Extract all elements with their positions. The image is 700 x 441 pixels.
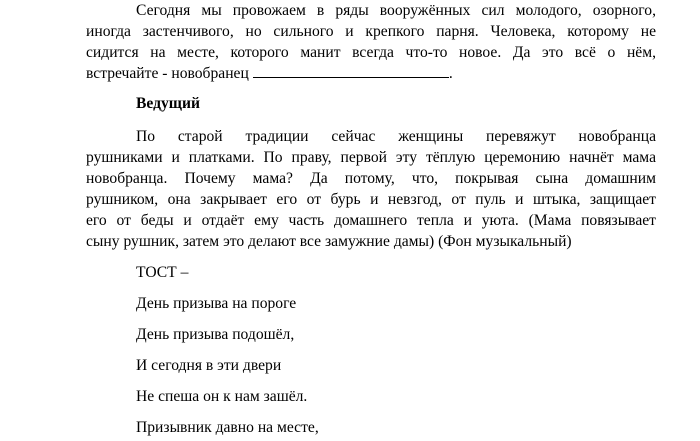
sentence-end: . bbox=[448, 65, 453, 82]
poem-line: День призыва на пороге bbox=[136, 295, 297, 312]
toast-label: ТОСТ – bbox=[136, 264, 189, 281]
poem-line: И сегодня в эти двери bbox=[136, 357, 282, 374]
paragraph-line: сидится на месте, которого манит всегда что-то новое. Да это всё о нём, bbox=[86, 44, 656, 61]
paragraph-line: По старой традиции сейчас женщины перевяжут новобранца bbox=[136, 128, 656, 145]
paragraph-line: сыну рушник, затем это делают все замужние дамы) (Фон музыкальный) bbox=[86, 233, 572, 250]
paragraph-line: иногда застенчивого, но сильного и крепкого парня. Человека, которому не bbox=[86, 23, 656, 40]
name-blank-field bbox=[253, 63, 449, 78]
paragraph-line: рушником, она закрывает его от бурь и невзгод, от пуль и штыка, защищает bbox=[86, 191, 656, 208]
paragraph-line-text: встречайте - новобранец bbox=[86, 65, 249, 82]
poem-line: Не спеша он к нам зашёл. bbox=[136, 388, 308, 405]
poem-line: Призывник давно на месте, bbox=[136, 419, 319, 436]
tradition-paragraph bbox=[86, 126, 656, 252]
paragraph-line: Сегодня мы провожаем в ряды вооружённых сил молодого, озорного, bbox=[136, 2, 656, 19]
paragraph-line: рушниками и платками. По праву, первой эту тёплую церемонию начнёт мама bbox=[86, 149, 656, 166]
paragraph-line: новобранца. Почему мама? Да потому, что, покрывая сына домашним bbox=[86, 170, 656, 187]
paragraph-line-last bbox=[86, 63, 656, 84]
paragraph-line: его от беды и отдаёт ему часть домашнего тепла и уюта. (Мама повязывает bbox=[86, 212, 656, 229]
poem-line: День призыва подошёл, bbox=[136, 326, 295, 343]
section-heading: Ведущий bbox=[136, 95, 200, 112]
intro-paragraph bbox=[86, 0, 656, 84]
